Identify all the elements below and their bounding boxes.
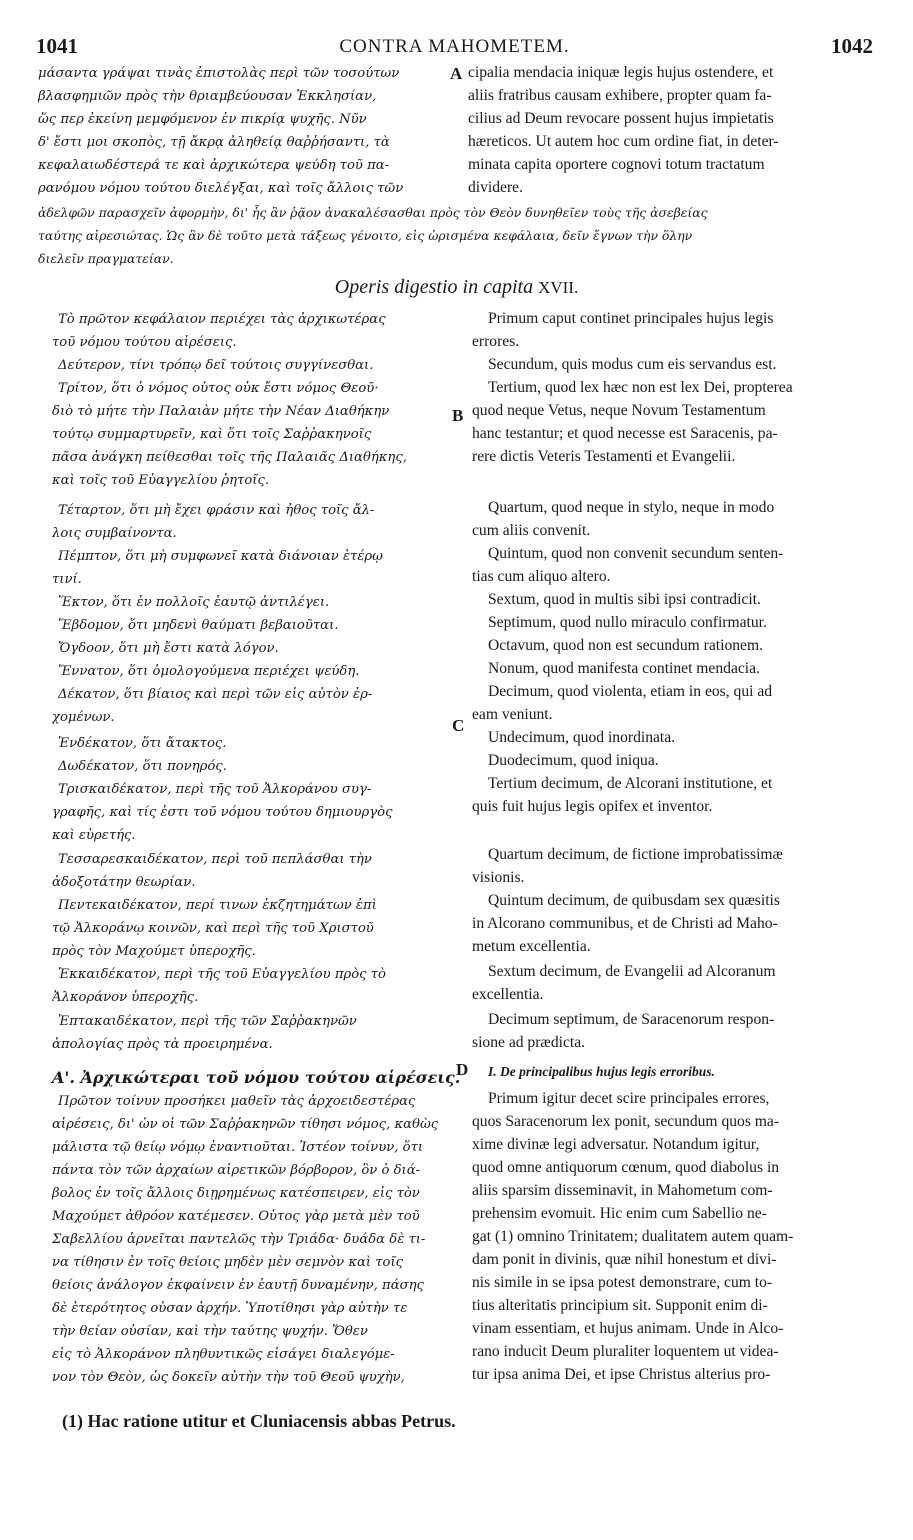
digest-latin-line: Undecimum, quod inordinata. xyxy=(488,729,676,746)
digest-greek-line: Δεύτερον, τίνι τρόπῳ δεῖ τούτοις συγγίνεσθαι. xyxy=(58,358,374,373)
digest-latin-line: Decimum septimum, de Saracenorum respon- xyxy=(488,1011,775,1028)
digest-greek-line: Ἕκτον, ὅτι ἐν πολλοῖς ἑαυτῷ ἀντιλέγει. xyxy=(58,595,330,610)
digest-latin-line: Duodecimum, quod iniqua. xyxy=(488,752,659,769)
page-number-right: 1042 xyxy=(831,34,873,58)
intro-greek-line: μάσαντα γράψαι τινὰς ἐπιστολὰς περὶ τῶν τοσούτων xyxy=(38,66,400,81)
intro-greek-line: δ' ἔστι μοι σκοπὸς, τῇ ἄκρᾳ ἀληθείᾳ θαῤῥήσαντι, τὰ xyxy=(38,135,390,150)
digest-latin-line: rere dictis Veteris Testamenti et Evangelii. xyxy=(472,448,736,465)
margin-letter-b: B xyxy=(452,406,464,425)
section1-latin-line: nis simile in se ipsa potest demonstrare, cum to- xyxy=(472,1274,773,1291)
digest-greek-line: Τέταρτον, ὅτι μὴ ἔχει φράσιν καὶ ἦθος τοῖς ἄλ- xyxy=(58,503,375,518)
digest-greek-line: Δέκατον, ὅτι βίαιος καὶ περὶ τῶν εἰς αὐτὸν ἐρ- xyxy=(58,687,373,702)
digest-greek-line: Ἑνδέκατον, ὅτι ἄτακτος. xyxy=(58,736,227,751)
intro-latin-line: aliis fratribus causam exhibere, propter quam fa- xyxy=(468,87,772,104)
intro-greek-full-line: ταύτης αἱρεσιώτας. Ὡς ἂν δὲ τοῦτο μετὰ τάξεως γένοιτο, εἰς ὡρισμένα κεφάλαια, δεῖν ἔγνων τὴν ὅλην xyxy=(38,228,693,243)
section1-latin-line: tius alteritatis principium sit. Supponit enim di- xyxy=(472,1297,768,1314)
digest-greek-line: γραφῆς, καὶ τίς ἐστι τοῦ νόμου τούτου δημιουργὸς xyxy=(52,805,393,820)
digest-greek-line: ἀπολογίας πρὸς τὰ προειρημένα. xyxy=(52,1037,273,1052)
running-title: CONTRA MAHOMETEM. xyxy=(339,36,570,57)
digest-greek-line: Ὄγδοον, ὅτι μὴ ἔστι κατὰ λόγον. xyxy=(58,641,279,656)
intro-greek-line: βλασφημιῶν πρὸς τὴν θριαμβεύουσαν Ἐκκλησίαν, xyxy=(38,89,377,104)
section1-greek-line: Πρῶτον τοίνυν προσήκει μαθεῖν τὰς ἀρχοειδεστέρας xyxy=(58,1094,416,1109)
digest-latin-line: Sextum, quod in multis sibi ipsi contradicit. xyxy=(488,591,761,608)
section1-greek-line: να τίθησιν ἐν τοῖς θείοις μηδὲν μὲν σεμνὸν καὶ τοῖς xyxy=(52,1255,404,1270)
digest-heading-text: Operis digestio in capita xyxy=(334,276,534,298)
digest-latin-line: metum excellentia. xyxy=(472,938,591,955)
digest-greek-line: Ἀλκοράνον ὑπεροχῆς. xyxy=(52,990,199,1005)
section1-latin-line: Primum igitur decet scire principales errores, xyxy=(488,1090,770,1107)
section1-greek-line: Μαχούμετ ἀθρόον κατέμεσεν. Οὗτος γὰρ μετὰ μὲν τοῦ xyxy=(52,1209,420,1224)
digest-latin-line: Septimum, quod nullo miraculo confirmatur. xyxy=(488,614,767,631)
section1-latin-line: tur ipsa anima Dei, et ipse Christus alterius pro- xyxy=(472,1366,771,1383)
digest-greek-line: διὸ τὸ μήτε τὴν Παλαιὰν μήτε τὴν Νέαν Διαθήκην xyxy=(52,404,390,419)
digest-greek-line: Τεσσαρεσκαιδέκατον, περὶ τοῦ πεπλάσθαι τὴν xyxy=(58,852,372,867)
digest-latin-line: cum aliis convenit. xyxy=(472,522,591,539)
section1-latin-line: gat (1) omnino Trinitatem; dualitatem autem quam- xyxy=(472,1228,794,1245)
digest-greek-line: Τρισκαιδέκατον, περὶ τῆς τοῦ Ἀλκοράνου συγ- xyxy=(58,782,372,797)
footnote: (1) Hac ratione utitur et Cluniacensis abbas Petrus. xyxy=(62,1411,456,1431)
digest-greek-line: καὶ εὑρετής. xyxy=(52,828,136,843)
digest-greek-line: Πεντεκαιδέκατον, περί τινων ἐκζητημάτων ἐπὶ xyxy=(58,898,377,913)
digest-heading-numeral: XVII. xyxy=(538,278,579,297)
digest-greek-line: τούτῳ συμμαρτυρεῖν, καὶ ὅτι τοῖς Σαῤῥακηνοῖς xyxy=(52,427,372,442)
section1-greek-line: πάντα τὸν τῶν ἀρχαίων αἱρετικῶν βόρβορον, ὃν ὁ διά- xyxy=(52,1163,421,1178)
digest-latin-line: visionis. xyxy=(472,869,525,886)
intro-greek-full-line: ἀδελφῶν παρασχεῖν ἀφορμὴν, δι' ἧς ἂν ῥᾷον ἀνακαλέσασθαι πρὸς τὸν Θεὸν δυνηθεῖεν τοὺς τῆς ἀσεβείας xyxy=(38,205,708,220)
section1-greek-line: τὴν θείαν οὐσίαν, καὶ τὴν ταύτης ψυχήν. Ὅθεν xyxy=(52,1324,368,1339)
digest-greek-line: Δωδέκατον, ὅτι πονηρός. xyxy=(58,759,227,774)
digest-greek-line: Τρίτον, ὅτι ὁ νόμος οὗτος οὐκ ἔστι νόμος Θεοῦ· xyxy=(58,381,379,396)
digest-latin-line: Quartum decimum, de fictione improbatissimæ xyxy=(488,846,783,863)
digest-latin-line: excellentia. xyxy=(472,986,544,1003)
digest-greek-line: Ἑπτακαιδέκατον, περὶ τῆς τῶν Σαῤῥακηνῶν xyxy=(58,1014,357,1029)
digest-greek-line: πρὸς τὸν Μαχούμετ ὑπεροχῆς. xyxy=(52,944,256,959)
section1-greek-line: θείοις ἀνάλογον ἐκφαίνειν ἐν ἑαυτῇ δυναμένην, πάσης xyxy=(52,1278,424,1293)
intro-greek-line: ρανόμου νόμου τούτου διελέγξαι, καὶ τοῖς ἄλλοις τῶν xyxy=(38,181,404,196)
digest-latin-line: tias cum aliquo altero. xyxy=(472,568,611,585)
digest-latin-line: Tertium, quod lex hæc non est lex Dei, propterea xyxy=(488,379,793,396)
section1-greek-title: Α'. Ἀρχικώτεραι τοῦ νόμου τούτου αἱρέσεις. xyxy=(52,1068,461,1087)
digest-greek-line: πᾶσα ἀνάγκη πείθεσθαι τοῖς τῆς Παλαιᾶς Διαθήκης, xyxy=(52,450,407,465)
section1-greek-line: δὲ ἑτερότητος οὖσαν ἀρχήν. Ὑποτίθησι γὰρ αὐτὴν τε xyxy=(52,1301,408,1316)
digest-latin-line: Nonum, quod manifesta continet mendacia. xyxy=(488,660,760,677)
digest-latin-line: Primum caput continet principales hujus legis xyxy=(488,310,774,327)
digest-greek-line: λοις συμβαίνοντα. xyxy=(52,526,177,541)
digest-latin-line: Sextum decimum, de Evangelii ad Alcoranum xyxy=(488,963,776,980)
digest-greek-line: καὶ τοῖς τοῦ Εὐαγγελίου ῥητοῖς. xyxy=(52,473,270,488)
intro-latin-line: minata capita oportere cognovi totum tractatum xyxy=(468,156,765,173)
digest-latin-line: Quartum, quod neque in stylo, neque in modo xyxy=(488,499,775,516)
section1-latin-line: vinam essentiam, et hujus animam. Unde in Alco- xyxy=(472,1320,784,1337)
intro-latin-line: cilius ad Deum revocare possent hujus impietatis xyxy=(468,110,774,127)
section1-latin-line: xime divinæ legi adversatur. Notandum igitur, xyxy=(472,1136,760,1153)
digest-greek-line: Ἕβδομον, ὅτι μηδενὶ θαύματι βεβαιοῦται. xyxy=(58,618,339,633)
section1-greek-line: αἱρέσεις, δι' ὧν οἱ τῶν Σαῤῥακηνῶν τίθησι νόμος, καθὼς xyxy=(52,1117,439,1132)
digest-greek-line: τῷ Ἀλκοράνῳ κοινῶν, καὶ περὶ τῆς τοῦ Χριστοῦ xyxy=(52,921,374,936)
section1-latin-line: quod omne antiquorum cœnum, quod diabolus in xyxy=(472,1159,780,1176)
digest-latin-line: Quintum, quod non convenit secundum senten- xyxy=(488,545,784,562)
digest-latin-line: hanc testantur; et quod necesse est Saracenis, pa- xyxy=(472,425,778,442)
section1-greek-line: βολος ἐν τοῖς ἄλλοις διῃρημένως κατέσπειρεν, εἰς τὸν xyxy=(52,1186,420,1201)
digest-greek-line: τινί. xyxy=(52,572,82,587)
section1-latin-line: dam ponit in divinis, quæ nihil honestum et divi- xyxy=(472,1251,777,1268)
digest-latin-line: Octavum, quod non est secundum rationem. xyxy=(488,637,763,654)
section1-latin-line: rano inducit Deum pluraliter loquentem ut videa- xyxy=(472,1343,779,1360)
digest-latin-line: sione ad prædicta. xyxy=(472,1034,586,1051)
digest-latin-line: quod neque Vetus, neque Novum Testamentum xyxy=(472,402,766,419)
digest-latin-line: errores. xyxy=(472,333,520,350)
margin-letter-a: A xyxy=(450,64,463,83)
margin-letter-c: C xyxy=(452,716,465,735)
intro-latin-line: cipalia mendacia iniquæ legis hujus ostendere, et xyxy=(468,64,774,81)
intro-latin-line: dividere. xyxy=(468,179,523,196)
intro-greek-line: ὥς περ ἐκείνη μεμφόμενον ἐν πικρίᾳ ψυχῆς. Νῦν xyxy=(38,112,367,127)
digest-latin-line: Tertium decimum, de Alcorani institutione, et xyxy=(488,775,773,792)
section1-latin-line: aliis sparsim disseminavit, in Mahometum com- xyxy=(472,1182,773,1199)
digest-greek-line: Ἑκκαιδέκατον, περὶ τῆς τοῦ Εὐαγγελίου πρὸς τὸ xyxy=(58,967,386,982)
section1-latin-line: quos Saracenorum lex ponit, secundum quos ma- xyxy=(472,1113,780,1130)
margin-letter-d: D xyxy=(456,1060,469,1079)
digest-greek-line: χομένων. xyxy=(52,710,115,725)
digest-latin-line: Secundum, quis modus cum eis servandus est. xyxy=(488,356,777,373)
section1-latin-line: prehensim evomuit. Hic enim cum Sabellio ne- xyxy=(472,1205,767,1222)
digest-greek-line: Πέμπτον, ὅτι μὴ συμφωνεῖ κατὰ διάνοιαν ἑτέρῳ xyxy=(58,549,383,564)
digest-greek-line: Ἔννατον, ὅτι ὁμολογούμενα περιέχει ψεύδη. xyxy=(58,664,360,679)
digest-greek-line: τοῦ νόμου τούτου αἱρέσεις. xyxy=(52,335,237,350)
digest-heading xyxy=(0,276,913,299)
section1-latin-title: I. De principalibus hujus legis erroribus. xyxy=(488,1064,715,1079)
section1-greek-line: μάλιστα τῷ θείῳ νόμῳ ἐναντιοῦται. Ἰστέον τοίνυν, ὅτι xyxy=(52,1140,424,1155)
digest-greek-line: Τὸ πρῶτον κεφάλαιον περιέχει τὰς ἀρχικωτέρας xyxy=(58,312,386,327)
intro-latin-line: hæreticos. Ut autem hoc cum ordine fiat, in deter- xyxy=(468,133,779,150)
section1-greek-line: νον τὸν Θεὸν, ὡς δοκεῖν αὐτὴν τὴν τοῦ Θεοῦ ψυχὴν, xyxy=(52,1370,405,1385)
digest-latin-line: Quintum decimum, de quibusdam sex quæsitis xyxy=(488,892,780,909)
page-header xyxy=(36,34,873,60)
section1-greek-line: εἰς τὸ Ἀλκοράνον πληθυντικῶς εἰσάγει διαλεγόμε- xyxy=(52,1347,395,1362)
digest-greek-line: ἀδοξοτάτην θεωρίαν. xyxy=(52,875,196,890)
section1-greek-line: Σαβελλίου ἀρνεῖται παντελῶς τὴν Τριάδα· δυάδα δὲ τι- xyxy=(52,1232,426,1247)
digest-latin-line: Decimum, quod violenta, etiam in eos, qui ad xyxy=(488,683,773,700)
intro-greek-full-line: διελεῖν πραγματείαν. xyxy=(38,251,174,266)
digest-latin-line: in Alcorano communibus, et de Christi ad Maho- xyxy=(472,915,778,932)
page-number-left: 1041 xyxy=(36,34,78,58)
digest-latin-line: eam veniunt. xyxy=(472,706,553,723)
intro-greek-line: κεφαλαιωδέστερά τε καὶ ἀρχικώτερα ψεύδη τοῦ πα- xyxy=(38,158,390,173)
digest-latin-line: quis fuit hujus legis opifex et inventor. xyxy=(472,798,713,815)
